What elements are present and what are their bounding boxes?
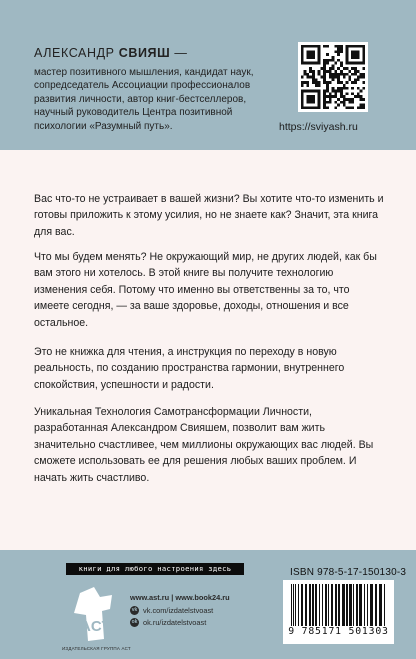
description-paragraph-2: Что мы будем менять? Не окружающий мир, не других людей, как бы вам этого ни хотелось. В этой книге вы получите технологию изменения себя. Потому что именно вы ответственны за то, что имеете сегодня, — за ваше здоровье, доходы, отношения и все остальное.: [34, 251, 377, 329]
publisher-logo: [66, 583, 120, 645]
ok-link-text: ok.ru/izdatelstvoast: [143, 618, 207, 627]
author-first-name: АЛЕКСАНДР: [34, 46, 115, 60]
slogan-bar: книги для любого настроения здесь: [66, 563, 244, 575]
description-paragraph-1: Вас что-то не устраивает в вашей жизни? Вы хотите что-то изменить и готовы приложить к этому усилия, но не знаете как? Значит, эта книга для вас.: [34, 193, 384, 238]
publisher-caption: ИЗДАТЕЛЬСКАЯ ГРУППА АСТ: [62, 646, 131, 651]
author-title: [34, 46, 284, 61]
qr-block: [298, 42, 370, 112]
author-site-link[interactable]: https://sviyash.ru: [279, 121, 358, 133]
barcode: [283, 580, 394, 644]
ok-link[interactable]: [130, 618, 206, 627]
description-paragraph-4: Уникальная Технология Самотрансформации Личности, разработанная Александром Свияшем, позволит вам жить значительно счастливее, чем миллионы окружающих вас людей. Вы сможете использовать ее для решения любых ваших проблем. И начать жить счастливо.: [34, 406, 374, 484]
barcode-digits: 9 785171 501303: [288, 626, 389, 637]
vk-link-text: vk.com/izdatelstvoast: [143, 606, 214, 615]
ast-logo-icon: [66, 583, 120, 645]
description-paragraph-3: Это не книжка для чтения, а инструкция по переходу в новую реальность, по созданию пространства гармонии, внутреннего спокойствия, успешности и радости.: [34, 346, 345, 391]
vk-icon: vk: [131, 607, 138, 613]
author-bio: мастер позитивного мышления, кандидат наук, сопредседатель Ассоциации профессионалов развития личности, автор книг-бестселлеров, научный руководитель Центра позитивной психологии «Разумный путь».: [34, 67, 254, 132]
publisher-logo-text: ACT: [80, 618, 111, 635]
publisher-sites[interactable]: www.ast.ru | www.book24.ru: [130, 593, 230, 602]
barcode-icon: [291, 584, 386, 626]
qr-code-icon: [298, 42, 368, 112]
vk-link[interactable]: [130, 606, 213, 615]
author-last-name: СВИЯШ: [118, 46, 171, 60]
ok-icon: ok: [131, 619, 138, 625]
author-dash: —: [174, 46, 188, 60]
isbn-text: ISBN 978-5-17-150130-3: [290, 567, 407, 578]
author-block: [34, 46, 284, 133]
description-panel: [0, 150, 416, 550]
